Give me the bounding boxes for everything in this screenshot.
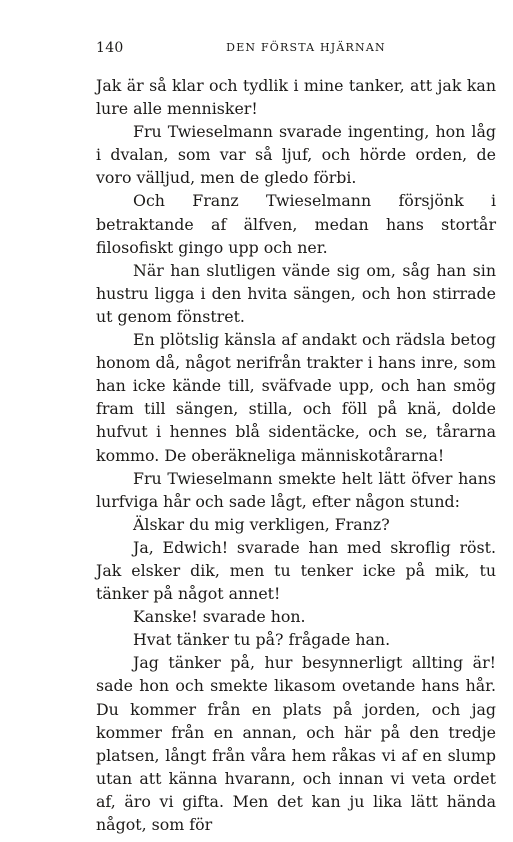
paragraph: Och Franz Twieselmann försjönk i betraktande af älfven, medan hans stortår filosofiskt gingo upp och ner. (96, 191, 496, 257)
paragraph: Jag tänker på, hur besynnerligt allting är! sade hon och smekte likasom ovetande hans hår. Du kommer från en plats på jorden, och jag kommer från en annan, och här på den tredje platsen, långt från våra hem råkas vi af en slump utan att känna hvarann, och innan vi veta ordet af, äro vi gifta. Men det kan ju lika lätt hända något, som för (96, 653, 496, 834)
paragraph: Älskar du mig verkligen, Franz? (133, 514, 390, 534)
paragraph: Fru Twieselmann smekte helt lätt öfver hans lurfviga hår och sade lågt, efter någon stund: (96, 468, 496, 511)
paragraph: En plötslig känsla af andakt och rädsla betog honom då, något nerifrån trakter i hans inre, som han icke kände till, sväfvade upp, och han smög fram till sängen, stilla, och föll på knä, dolde hufvut i hennes blå sidentäcke, och se, tårarna kommo. De oberäkneliga människotårarna! (96, 330, 496, 465)
paragraph: Fru Twieselmann svarade ingenting, hon låg i dvalan, som var så ljuf, och hörde orden, de voro välljud, men de gledo förbi. (96, 122, 496, 188)
page-number: 140 (96, 40, 124, 56)
paragraph: Kanske! svarade hon. (133, 607, 306, 627)
paragraph: Jak är så klar och tydlik i mine tanker, att jak kan lure alle mennisker! (96, 76, 496, 119)
running-title: DEN FÖRSTA HJÄRNAN (226, 41, 386, 54)
paragraph: Hvat tänker tu på? frågade han. (133, 630, 391, 650)
page-header (96, 40, 496, 60)
paragraph: När han slutligen vände sig om, såg han sin hustru ligga i den hvita sängen, och hon stirrade ut genom fönstret. (96, 260, 496, 326)
paragraph: Ja, Edwich! svarade han med skroflig röst. Jak elsker dik, men tu tenker icke på mik, tu tänker på något annet! (96, 537, 496, 604)
body-text (96, 74, 496, 836)
